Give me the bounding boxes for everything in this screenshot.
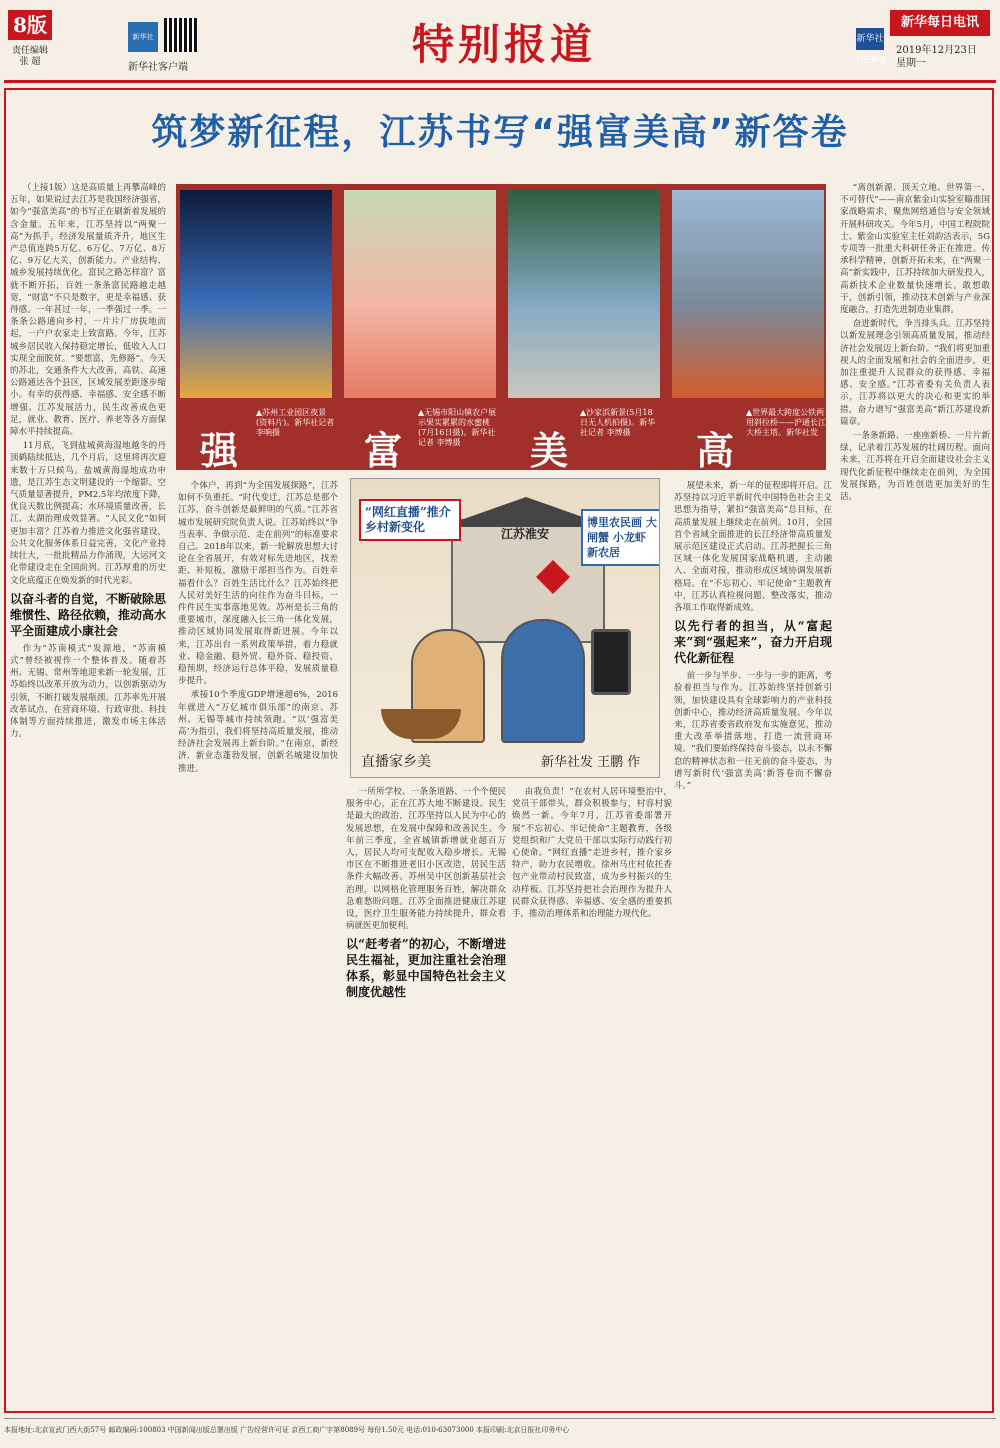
- subheading: 以先行者的担当，从“富起来”到“强起来”，奋力开启现代化新征程: [674, 619, 832, 666]
- article-paragraph: “离创新源、顶天立地、世界第一、不可替代”——南京紫金山实验室瞄准国家战略需求，聚焦网络通信与安全领域开展科研攻关。今年5月，中国工程院院士、紫金山实验室主任刘韵洁表示，5G专项等一批重大科研任务正在推进。传承科学精神，创新开拓未来，在“两聚一高”新实践中，江苏持续加大研发投入，高新技术企业数量快速增长。敢想敢干，创新引领，推动技术创新与产业深度融合，打造先进制造业集群。: [840, 183, 990, 316]
- article-paragraph: 作为“苏南模式”发源地，“苏南模式”曾经被视作一个整体普及。随着苏州、无锡、常州等地迎来新一轮发展，江苏始终以改革开放为动力，以创新驱动为引领，不断打破发展瓶颈。江苏率先开展改革试点，在营商环境、行政审批、科技体制等方面持续推进，激发市场主体活力。: [10, 643, 166, 740]
- article-paragraph: 奋进新时代，争当排头兵。江苏坚持以新发展理念引领高质量发展，推动经济社会发展迈上新台阶。“我们将更加重视人的全面发展和社会的全面进步，更加注重提升人民群众的获得感、幸福感、安全感。”江苏省委有关负责人表示，江苏将以更大的决心和更实的举措，奋力谱写“强富美高”新江苏建设新篇章。: [840, 319, 990, 427]
- photo-suzhou-night[interactable]: [180, 190, 332, 398]
- phone-icon: [591, 629, 631, 695]
- column-6: [840, 182, 990, 1408]
- cartoon-banner: “网红直播”推介乡村新变化: [359, 499, 461, 541]
- article-paragraph: 展望未来，新一年的征程即将开启。江苏坚持以习近平新时代中国特色社会主义思想为指导，紧扣“强富美高”总目标，在高质量发展上继续走在前列。10月，全国首个省域全面推进的长江经济带高质量发展示范区建设正式启动。江苏把握长三角区域一体化发展国家战略机遇，主动融入、全面对接，推动形成区域协调发展新格局。在“不忘初心、牢记使命”主题教育中，江苏认真检视问题、整改落实，推动各项工作取得新成效。: [674, 481, 832, 614]
- article-paragraph: 一所所学校、一条条道路、一个个便民服务中心，正在江苏大地不断建设。民生是最大的政治，江苏坚持以人民为中心的发展思想，在发展中保障和改善民生。今年前三季度，全省城镇新增就业超百万人，居民人均可支配收入稳步增长。无锡市区在不断推进老旧小区改造，居民生活条件大幅改善。苏州吴中区创新基层社会治理，以网格化管理服务百姓，解决群众急难愁盼问题。江苏全面推进健康江苏建设，医疗卫生服务能力持续提升，群众看病就医更加便利。: [346, 787, 506, 932]
- article-paragraph: 个体户，再到“为全国发展探路”，江苏如何不负重托。“时代变迁，江苏总是那个江苏，奋斗创新是最鲜明的气质。”江苏省城市发展研究院负责人说。江苏始终以“争当表率、争做示范、走在前列”的标准要求自己。2018年以来，新一轮解放思想大讨论在全省展开，有效对标先进地区，找差距、补短板，激励干部担当作为。百姓幸福看什么？百姓生活比什么？江苏始终把人民对美好生活的向往作为奋斗目标，一件件民生实事落地见效。苏州是长三角的重要城市，深度融入长三角一体化发展，推动区域协同发展取得新进展。今年以来，江苏出台一系列政策举措，着力稳就业、稳金融、稳外贸、稳外资、稳投资、稳预期，经济运行总体平稳，发展质量稳步提升。: [178, 481, 338, 687]
- slogan-char-high: 高: [696, 428, 735, 473]
- qr-code-icon[interactable]: [164, 18, 198, 52]
- slogan-char-strong: 强: [200, 428, 239, 473]
- photo-caption: ▲苏州工业园区夜景(资料片)。新华社记者 李响摄: [256, 408, 335, 437]
- article-paragraph: （上接1版）这是高质量上再攀高峰的五年，如果说过去江苏是我国经济强省，如今“强富美高”的书写正在刷新着发展的含金量。五年来，江苏坚持以“两聚一高”为抓手，经济发展量质齐升，地区生产总值连跨5万亿、6万亿、7万亿、8万亿、9万亿大关，创新能力、产业结构、城乡发展持续优化。富民之路怎样富？富就不断开拓，百姓一条条富民路越走越宽，“财富”不只是数字，更是幸福感、获得感。一年甚过一年，一季强过一季。一条条公路通向乡村，一片片厂房拔地而起，一户户农家走上致富路。今年，江苏城乡居民收入保持稳定增长，低收入人口实现全面脱贫。“要想富，先修路”。今天的苏北，交通条件大大改善，高铁、高速公路通达各个县区，区域发展差距逐步缩小。有幸的获得感、幸福感、安全感不断增强。江苏发展活力，民生改善成色更足，就业、教育、医疗、养老等各方面保障水平持续提高。: [10, 183, 166, 438]
- slogan-char-rich: 富: [364, 428, 403, 473]
- article-paragraph: 由我负责！”在农村人居环境整治中，党员干部带头，群众积极参与，村容村貌焕然一新。今年7月，江苏省委部署开展“不忘初心、牢记使命”主题教育，各级党组织和广大党员干部以实际行动践行初心使命。“网红直播”走进乡村，推介家乡特产，助力农民增收。徐州马庄村依托香包产业带动村民致富，成为乡村振兴的生动样板。江苏坚持把社会治理作为提升人民群众获得感、幸福感、安全感的重要抓手，推动治理体系和治理能力现代化。: [512, 787, 672, 920]
- subheading: 以“赶考者”的初心，不断增进民生福祉，更加注重社会治理体系，彰显中国特色社会主义制度优越性: [346, 937, 506, 1000]
- photo-caption: ▲世界最大跨度公铁两用斜拉桥——沪通长江大桥主塔。新华社发: [746, 408, 826, 437]
- article-paragraph: 一条条新路、一座座新桥、一片片新绿，记录着江苏发展的壮阔历程。面向未来，江苏将在开启全面建设社会主义现代化新征程中继续走在前列，为全国发展探路，为百姓创造更加美好的生活。: [840, 431, 990, 503]
- client-label: 新华社客户端: [128, 62, 188, 73]
- cartoon-place: 江苏淮安: [501, 527, 550, 541]
- section-title: 特别报道: [412, 20, 597, 69]
- article-paragraph: 承接10个季度GDP增速超6%，2016年就进入“万亿城市俱乐部”的南京、苏州、无锡等城市持续领跑。“以‘强富美高’为指引，我们将坚持高质量发展，推动经济社会发展再上新台阶。”在南京，新经济、新业态蓬勃发展，创新名城建设加快推进。: [178, 690, 338, 774]
- column-2: [178, 480, 338, 1408]
- date-text: 2019年12月23日: [896, 45, 977, 56]
- header-rule: [4, 80, 996, 83]
- photo-peach-farmer[interactable]: [344, 190, 496, 398]
- presenter-figure: [501, 619, 585, 743]
- headline: 筑梦新征程，江苏书写“强富美高”新答卷: [151, 112, 849, 153]
- photo-shajiabang[interactable]: [508, 190, 660, 398]
- editor-credit: 责任编辑 张 超: [11, 46, 48, 67]
- article-paragraph: 11月底，飞到盐城黄海湿地越冬的丹顶鹤陆续抵达，几个月后，这里将再次迎来数十万只候鸟。盐城黄海湿地成功申遗，是江苏生态文明建设的一个缩影。空气质量显著提升，PM2.5年均浓度下降，优良天数比例提高；水环境质量改善，长江、太湖治理成效显著。“人民文化”如何更加丰富？江苏着力推进文化强省建设，公共文化服务体系日益完善，文化产业持续壮大，一批批精品力作涌现，大运河文化带建设走在全国前列。江苏厚重的历史文化底蕴正在焕发新的时代光彩。: [10, 441, 166, 586]
- column-4: [512, 786, 672, 1408]
- slogan-char-beautiful: 美: [530, 428, 569, 473]
- subheading: 以奋斗者的自觉，不断破除思维惯性、路径依赖，推动高水平全面建成小康社会: [10, 591, 166, 638]
- app-logo-icon: 新华社: [128, 22, 158, 52]
- news-logo-icon: 新华社NEWS: [856, 28, 884, 50]
- cartoon-illustration[interactable]: [350, 478, 660, 778]
- weekday-text: 星期一: [896, 58, 926, 69]
- photo-bridge-tower[interactable]: [672, 190, 824, 398]
- photo-caption: ▲无锡市阳山镇农户展示果实累累的水蜜桃(7月16日摄)。新华社记者 李博摄: [418, 408, 497, 447]
- cartoon-title: 直播家乡美: [361, 754, 431, 770]
- column-1: [10, 182, 166, 1408]
- page-number: 8版: [8, 10, 52, 40]
- cartoon-sign: 博里农民画 大闸蟹 小龙虾 新农居: [581, 509, 660, 566]
- column-3: [346, 786, 506, 1408]
- paper-brand: 新华每日电讯: [890, 10, 990, 36]
- photo-caption: ▲沙家浜新景(5月18日无人机拍摄)。新华社记者 李博摄: [580, 408, 656, 437]
- issue-date: [896, 44, 977, 70]
- cartoon-author: 新华社发 王鹏 作: [541, 755, 641, 770]
- footer-imprint: 本报地址:北京宣武门西大街57号 邮政编码:100803 中国新闻出版总署出版 广告经营许可证 京西工商广字第8089号 每份1.50元 电话:010-63073000 本报印刷:北京日报社印务中心: [4, 1418, 996, 1435]
- column-5: [674, 480, 832, 1408]
- masthead: [0, 0, 1000, 78]
- article-paragraph: 前一步与半步、一步与一步的距离，考验着担当与作为。江苏始终坚持创新引领，加快建设具有全球影响力的产业科技创新中心，推动经济高质量发展。今年以来，江苏省委省政府发布实施意见，推动重大改革举措落地，打造一流营商环境。“我们要始终保持奋斗姿态，以永不懈怠的精神状态和一往无前的奋斗姿态，为谱写新时代‘强富美高’新答卷而不懈奋斗。”: [674, 671, 832, 792]
